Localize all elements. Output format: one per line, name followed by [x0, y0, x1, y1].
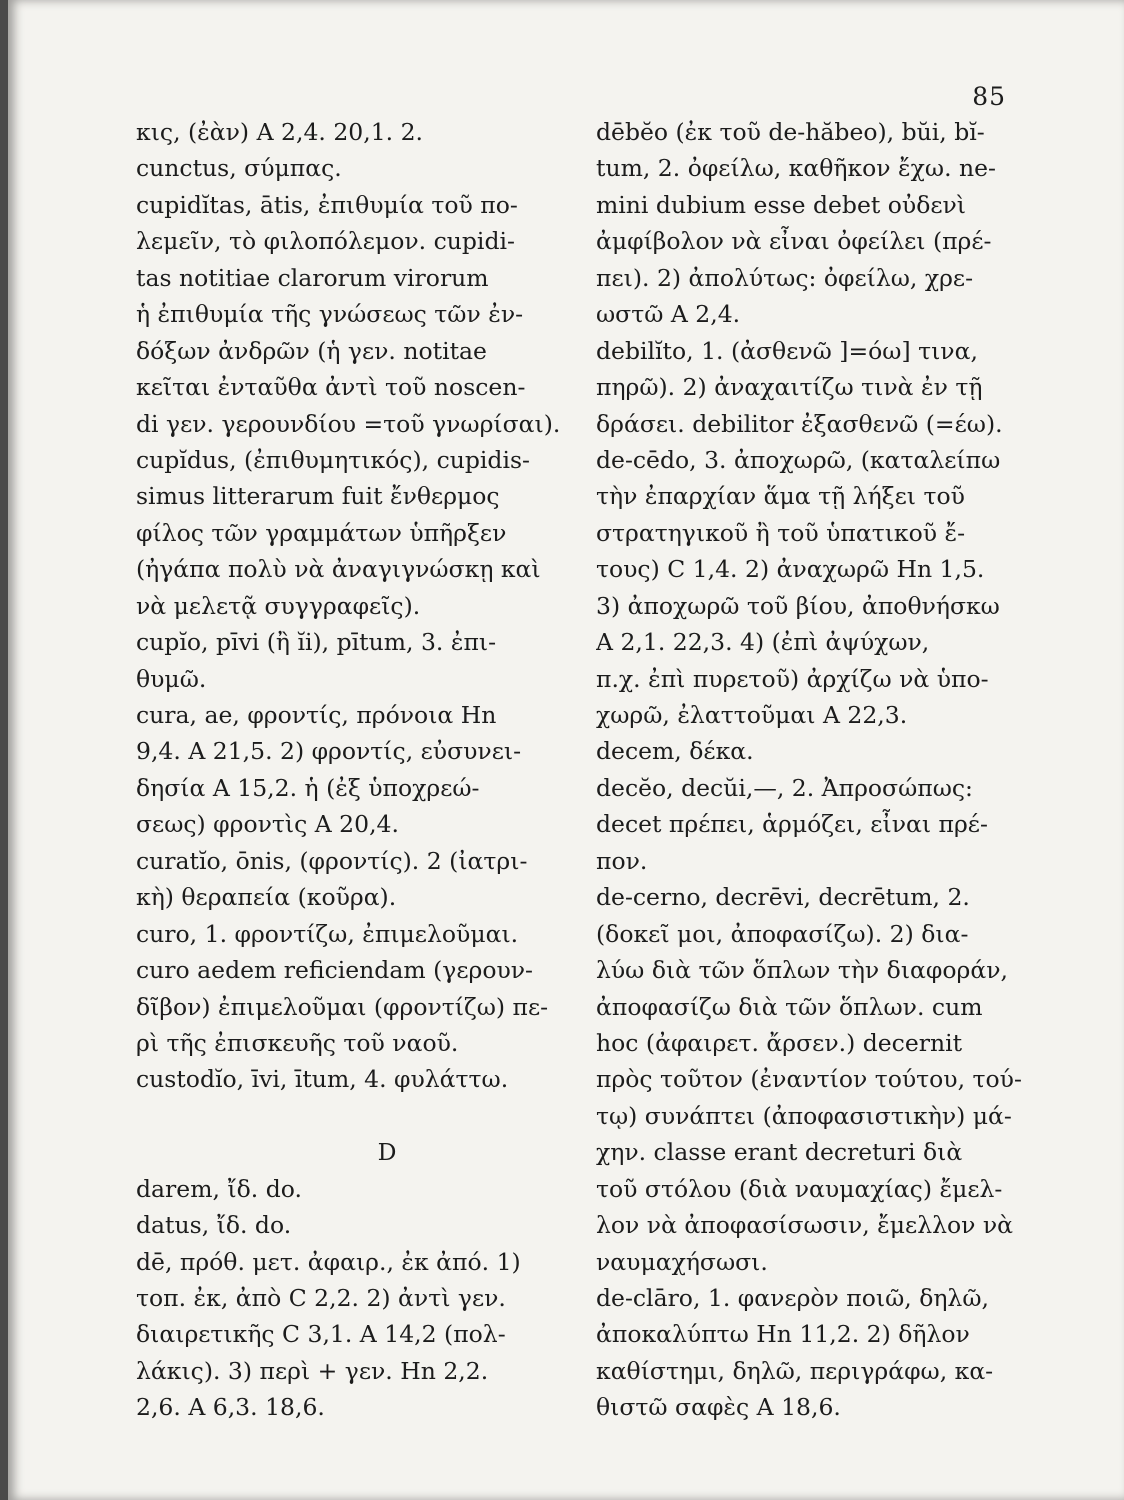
entry-line: curatĭo, ōnis, (φροντίς). 2 (ἰατρι- — [136, 846, 528, 875]
entry-line: cura, ae, φροντίς, πρόνοια Hn — [136, 701, 497, 729]
entry-line: λεμεῖν, τὸ φιλοπόλεμον. cupidi- — [136, 227, 515, 256]
entry-line: τὴν ἐπαρχίαν ἅμα τῇ λήξει τοῦ — [596, 482, 965, 511]
entry-line: π.χ. ἐπὶ πυρετοῦ) ἀρχίζω νὰ ὑπο- — [596, 664, 989, 693]
entry-line: στρατηγικοῦ ἢ τοῦ ὑπατικοῦ ἔ- — [596, 518, 966, 547]
entry-line: πον. — [596, 846, 648, 875]
entry-line: 3) ἀποχωρῶ τοῦ βίου, ἀποθνήσκω — [596, 591, 1000, 620]
entry-line: κις, (ἐὰν) A 2,4. 20,1. 2. — [136, 118, 424, 146]
entry-line: custodĭo, īvi, ītum, 4. φυλάττω. — [136, 1065, 509, 1094]
entry-line: πρὸς τοῦτον (ἐναντίον τούτου, τού- — [596, 1065, 1022, 1094]
entry-line: λύω διὰ τῶν ὅπλων τὴν διαφοράν, — [596, 956, 1008, 985]
entry-line: κεῖται ἐνταῦθα ἀντὶ τοῦ noscen- — [136, 373, 526, 402]
entry-line: cunctus, σύμπας. — [136, 154, 342, 183]
entry-line: χην. classe erant decreturi διὰ — [596, 1138, 963, 1167]
entry-line: curo aedem reficiendam (γερουν- — [136, 956, 533, 985]
entry-line: κὴ) θεραπεία (κοῦρα). — [136, 883, 397, 912]
entry-line: τους) C 1,4. 2) ἀναχωρῶ Hn 1,5. — [596, 555, 985, 584]
entry-line: de-cēdo, 3. ἀποχωρῶ, (καταλείπω — [596, 445, 1001, 474]
entry-line: λον νὰ ἀποφασίσωσιν, ἔμελλον νὰ — [596, 1211, 1014, 1240]
entry-line: decĕo, decŭi,—, 2. Ἀπροσώπως: — [596, 773, 973, 802]
entry-line: σεως) φροντὶς A 20,4. — [136, 810, 399, 839]
entry-line: θυμῶ. — [136, 664, 207, 693]
entry-line: de-cerno, decrēvi, decrētum, 2. — [596, 883, 970, 912]
entry-line: δόξων ἀνδρῶν (ἡ γεν. notitae — [136, 336, 487, 365]
entry-line: πει). 2) ἀπολύτως: ὀφείλω, χρε- — [596, 263, 974, 292]
entry-line: ἀποκαλύπτω Hn 11,2. 2) δῆλον — [596, 1320, 970, 1349]
entry-line: ρὶ τῆς ἐπισκευῆς τοῦ ναοῦ. — [136, 1028, 459, 1057]
entry-line: simus litterarum fuit ἔνθερμος — [136, 482, 500, 511]
entry-line: τοπ. ἐκ, ἀπὸ C 2,2. 2) ἀντὶ γεν. — [136, 1284, 506, 1312]
entry-line: dēbĕo (ἐκ τοῦ de-hăbeo), bŭi, bĭ- — [596, 118, 985, 146]
entry-line: ωστῶ A 2,4. — [596, 300, 741, 329]
entry-line: τῳ) συνάπτει (ἀποφασιστικὴν) μά- — [596, 1101, 1012, 1130]
entry-line: di γεν. γερουνδίου =τοῦ γνωρίσαι). — [136, 409, 561, 438]
entry-line: mini dubium esse debet οὐδενὶ — [596, 190, 967, 219]
left-column — [136, 114, 574, 1426]
entry-line: cupĭdus, (ἐπιθυμητικός), cupidis- — [136, 445, 530, 474]
entry-line: ἀποφασίζω διὰ τῶν ὅπλων. cum — [596, 992, 983, 1021]
dictionary-page — [8, 0, 1124, 1500]
entry-line: hoc (ἀφαιρετ. ἄρσεν.) decernit — [596, 1028, 963, 1057]
entry-line: cupidĭtas, ātis, ἐπιθυμία τοῦ πο- — [136, 190, 518, 219]
entry-line: (δοκεῖ μοι, ἀποφασίζω). 2) δια- — [596, 919, 969, 948]
entry-line: A 2,1. 22,3. 4) (ἐπὶ ἀψύχων, — [596, 628, 930, 657]
entry-line: de-clāro, 1. φανερὸν ποιῶ, δηλῶ, — [596, 1284, 989, 1312]
entry-line: tum, 2. ὀφείλω, καθῆκον ἔχω. ne- — [596, 154, 996, 183]
entry-line: χωρῶ, ἐλαττοῦμαι A 22,3. — [596, 701, 908, 729]
entry-line: διαιρετικῆς C 3,1. A 14,2 (πολ- — [136, 1320, 506, 1349]
entry-line: debilĭto, 1. (ἀσθενῶ ]=όω] τινα, — [596, 336, 978, 365]
entry-line: λάκις). 3) περὶ + γεν. Hn 2,2. — [136, 1356, 489, 1385]
entry-line: cupĭo, pīvi (ἢ ĭi), pītum, 3. ἐπι- — [136, 628, 497, 657]
entry-line: πηρῶ). 2) ἀναχαιτίζω τινὰ ἐν τῇ — [596, 373, 983, 402]
entry-line: decet πρέπει, ἁρμόζει, εἶναι πρέ- — [596, 810, 988, 839]
entry-line: darem, ἴδ. do. — [136, 1174, 302, 1203]
entry-line: δησία A 15,2. ἡ (ἐξ ὑποχρεώ- — [136, 773, 480, 802]
entry-line: θιστῶ σαφὲς A 18,6. — [596, 1393, 841, 1422]
entry-line: ἡ ἐπιθυμία τῆς γνώσεως τῶν ἐν- — [136, 300, 524, 329]
entry-line: τοῦ στόλου (διὰ ναυμαχίας) ἔμελ- — [596, 1174, 1003, 1203]
entry-line: decem, δέκα. — [596, 737, 754, 766]
entry-line: 2,6. A 6,3. 18,6. — [136, 1393, 325, 1422]
page-number: 85 — [972, 82, 1006, 111]
entry-line: dē, πρόθ. μετ. ἀφαιρ., ἐκ ἀπό. 1) — [136, 1247, 521, 1276]
blank-line — [136, 1098, 574, 1134]
entry-line: 9,4. A 21,5. 2) φροντίς, εὐσυνει- — [136, 737, 522, 766]
entry-line: curo, 1. φροντίζω, ἐπιμελοῦμαι. — [136, 919, 519, 948]
entry-line: καθίστημι, δηλῶ, περιγράφω, κα- — [596, 1356, 994, 1385]
entry-line: (ἠγάπα πολὺ νὰ ἀναγιγνώσκῃ καὶ — [136, 555, 541, 584]
entry-line: φίλος τῶν γραμμάτων ὑπῆρξεν — [136, 518, 507, 547]
entry-line: ναυμαχήσωσι. — [596, 1247, 768, 1276]
section-letter-heading: D — [377, 1138, 397, 1167]
entry-line: νὰ μελετᾷ συγγραφεῖς). — [136, 591, 421, 620]
entry-line: δῖβον) ἐπιμελοῦμαι (φροντίζω) πε- — [136, 992, 549, 1021]
right-column — [596, 114, 1022, 1426]
entry-line: datus, ἴδ. do. — [136, 1211, 292, 1240]
entry-line: tas notitiae clarorum virorum — [136, 263, 489, 292]
entry-line: δράσει. debilitor ἐξασθενῶ (=έω). — [596, 409, 1003, 438]
entry-line: ἀμφίβολον νὰ εἶναι ὀφείλει (πρέ- — [596, 227, 992, 256]
